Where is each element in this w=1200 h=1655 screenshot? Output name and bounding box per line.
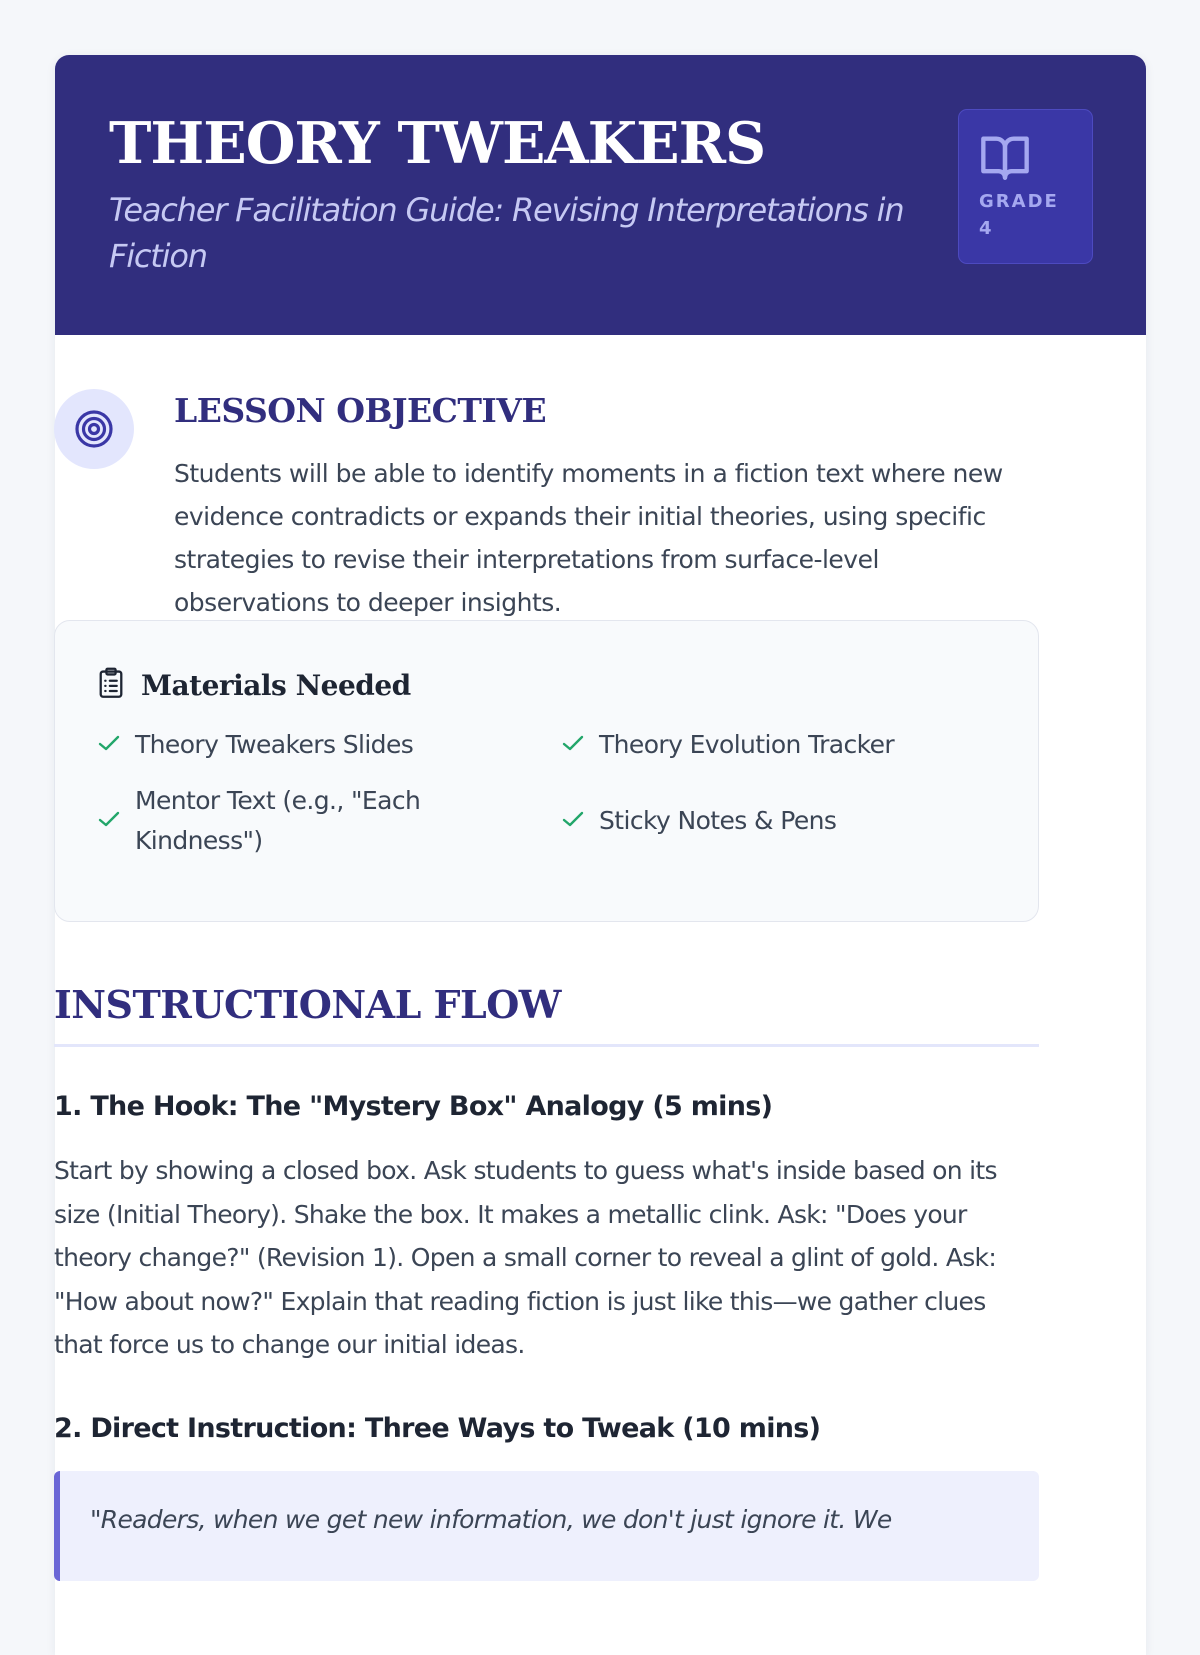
check-icon [561,731,599,759]
page-subtitle: Teacher Facilitation Guide: Revising Interpretations in Fiction [109,191,904,275]
materials-item [97,781,561,861]
materials-item-label: Theory Tweakers Slides [135,730,414,759]
step-text: Start by showing a closed box. Ask students to guess what's inside based on its size (Initial Theory). Shake the box. It makes a metallic clink. Ask: "Does your theory change?" (Revision 1). Open a small corner to reveal a glint of gold. Ask: "How about now?" Explain that reading fiction is just like this—we gather clues that force us to change our initial ideas. [54,1156,997,1359]
grade-label: GRADE 4 [979,191,1059,239]
materials-item [97,725,561,765]
clipboard-icon [97,667,141,703]
materials-item [561,725,1001,765]
materials-item-label: Mentor Text (e.g., "Each Kindness") [135,786,421,855]
materials-header [97,667,996,703]
step-title: 1. The Hook: The "Mystery Box" Analogy (5 mins) [54,1091,773,1122]
check-icon [97,807,135,835]
page-title: THEORY TWEAKERS [109,110,766,177]
instructional-flow [54,975,1039,1581]
check-icon [97,731,135,759]
target-icon [54,389,134,469]
materials-title: Materials Needed [141,668,411,702]
materials-list [97,725,996,861]
teacher-script-quote: "Readers, when we get new information, we don't just ignore it. We [54,1471,1039,1581]
header-banner [55,55,1146,335]
materials-item [561,781,1001,861]
book-open-icon [979,132,1072,180]
flow-heading: INSTRUCTIONAL FLOW [54,975,1039,1047]
grade-badge [958,109,1093,264]
materials-box [54,620,1039,922]
materials-item-label: Theory Evolution Tracker [599,730,895,759]
check-icon [561,807,599,835]
materials-item-label: Sticky Notes & Pens [599,806,837,835]
objective-heading: LESSON OBJECTIVE [174,391,547,430]
objective-text: Students will be able to identify moments in a fiction text where new evidence contradicts or expands their initial theories, using specific strategies to revise their interpretations from surface-level observations to deeper insights. [174,459,1003,617]
step-title: 2. Direct Instruction: Three Ways to Tweak (10 mins) [54,1412,821,1444]
